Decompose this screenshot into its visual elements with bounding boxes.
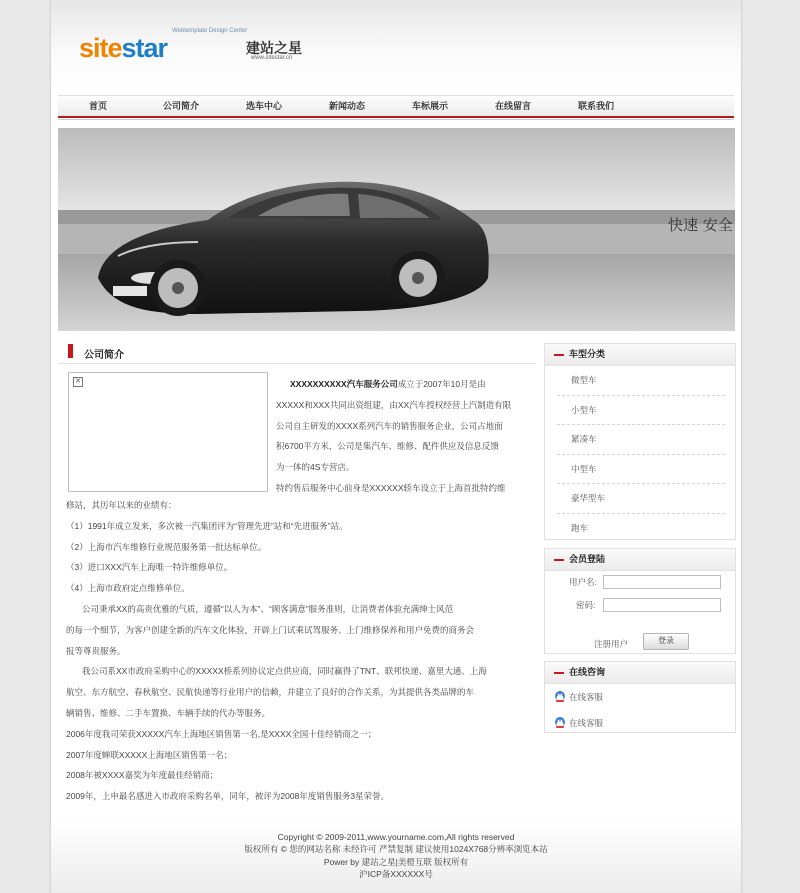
- intro-line-2: XXXXX和XXX共同出资组建，由XX汽车授权经营上汽制造有限: [276, 399, 512, 410]
- page-container: [51, 0, 741, 893]
- category-title: 车型分类: [569, 349, 606, 359]
- nav-divider-grey: [58, 119, 734, 120]
- award-4: 2009年，上申最名感进入市政府采购名单，同年，被评为2008年度销售服务3星荣誉。: [66, 791, 390, 802]
- category-panel: [544, 343, 736, 540]
- banner-slogan: 快速 安全: [668, 216, 733, 234]
- consult-panel: [544, 661, 736, 733]
- category-header: [545, 344, 735, 366]
- footer-icp[interactable]: 沪ICP备XXXXXX号: [359, 868, 433, 879]
- category-item-sports[interactable]: 跑车: [571, 522, 589, 533]
- intro-line-1: 成立于2007年10月是由: [397, 379, 486, 389]
- section-header: [58, 341, 536, 364]
- gov-line-1: 我公司系XX市政府采购中心的XXXXX桥系列协议定点供应商，同时赢得了TNT、联邦快递、嘉里大通、上海: [82, 666, 487, 677]
- section-marker: [68, 344, 73, 358]
- username-label: 用户名:: [569, 577, 597, 587]
- award-2: 2007年度蝉联XXXXX上海地区销售第一名；: [66, 749, 233, 760]
- nav-item-guestbook[interactable]: 在线留言: [495, 101, 532, 111]
- service-line-2: 的每一个细节，为客户创建全新的汽车文化体验，开辟上门试乘试驾服务、上门维修保养和用户免费的商务会: [66, 624, 475, 635]
- login-marker: [554, 559, 564, 561]
- history-item-1: （1）1991年成立发来，多次被一汽集团评为“管理先进”站和“先进服务”站。: [66, 520, 348, 531]
- logo-chinese-name: 建站之星: [246, 40, 302, 56]
- gov-line-3: 辆销售、维修、二手车置换、车辆手续的代办等服务。: [66, 707, 271, 718]
- intro-line-6: 特约售后服务中心前身是XXXXXX轿车设立于上海首批特约维: [276, 482, 506, 493]
- history-block: [66, 495, 526, 807]
- username-input[interactable]: [603, 575, 721, 589]
- logo-part-site: site: [79, 33, 122, 63]
- consult-title: 在线咨询: [569, 667, 606, 677]
- logo-wordmark: [79, 33, 167, 63]
- site-logo[interactable]: [79, 28, 309, 64]
- qq-chat-icon: [553, 716, 567, 729]
- section-title: 公司简介: [84, 350, 124, 361]
- award-3: 2008年被XXXX嘉奖为年度最佳经销商；: [66, 770, 219, 781]
- history-item-2: （2）上海市汽车维修行业规范服务第一批达标单位。: [66, 541, 267, 552]
- category-item-compact[interactable]: 紧凑车: [557, 425, 725, 455]
- login-button[interactable]: 登录: [643, 633, 689, 650]
- history-intro: 修站，其历年以来的业绩有：: [66, 500, 177, 510]
- footer-powered[interactable]: Power by 建站之星|美橙互联 版权所有: [323, 856, 469, 867]
- logo-part-star: star: [121, 33, 168, 63]
- hero-banner: [58, 128, 735, 331]
- nav-item-logos[interactable]: 车标展示: [412, 101, 449, 111]
- nav-item-cars[interactable]: 选车中心: [246, 101, 283, 111]
- intro-line-3: 公司自主研发的XXXX系列汽车的销售服务企业，公司占地面: [276, 420, 503, 431]
- login-panel: [544, 548, 736, 654]
- category-marker: [554, 354, 564, 356]
- main-nav: [58, 95, 734, 116]
- footer: [51, 820, 741, 893]
- nav-item-news[interactable]: 新闻动态: [329, 101, 366, 111]
- category-item-mini[interactable]: 微型车: [557, 366, 725, 396]
- intro-line-4: 积6700平方米，公司是集汽车、维修、配件供应及信息反馈: [276, 441, 499, 452]
- nav-item-contact[interactable]: 联系我们: [578, 101, 615, 111]
- footer-rights: 版权所有 © 您的网站名称 未经许可 严禁复制 建议使用1024X768分辨率浏览本站: [244, 844, 548, 855]
- header: [51, 0, 741, 92]
- logo-tagline: Webtemplate Design Center: [172, 28, 248, 34]
- footer-copyright: Copyright © 2009-2011,www.yourname.com,All rights reserved: [277, 832, 515, 842]
- consult-label-2: 在线客服: [569, 718, 604, 728]
- qq-chat-icon: [553, 690, 567, 703]
- category-item-midsize[interactable]: 中型车: [557, 455, 725, 485]
- nav-item-home[interactable]: 首页: [89, 101, 108, 111]
- intro-company-name: XXXXXXXXXX汽车服务公司: [290, 379, 398, 389]
- nav-divider-red: [58, 116, 734, 118]
- consult-label-1: 在线客服: [569, 692, 604, 702]
- logo-url: www.sitestar.cn: [251, 55, 293, 61]
- register-link[interactable]: 注册用户: [594, 639, 629, 649]
- broken-image-icon: ✕: [73, 377, 83, 387]
- password-input[interactable]: [603, 598, 721, 612]
- intro-text: [276, 374, 526, 499]
- service-line-1: 公司秉承XX的高贵优雅的气质，遵循“以人为本”、“顾客满意”服务准则，让消费者体验充满绅士风范: [82, 603, 454, 614]
- consult-marker: [554, 672, 564, 674]
- award-1: 2006年度我司荣获XXXXX汽车上海地区销售第一名,是XXXX全国十佳经销商之一；: [66, 728, 377, 739]
- service-line-3: 报等尊贵服务。: [66, 645, 126, 656]
- history-item-4: （4）上海市政府定点维修单位。: [66, 583, 190, 594]
- company-image: [68, 372, 268, 492]
- nav-item-about[interactable]: 公司简介: [163, 101, 200, 111]
- consult-header: [545, 662, 735, 684]
- login-title: 会员登陆: [569, 554, 606, 564]
- category-item-luxury[interactable]: 豪华型车: [557, 484, 725, 514]
- hero-car-image: [58, 128, 735, 331]
- password-label: 密码:: [576, 600, 596, 610]
- intro-line-5: 为一体的4S专营店。: [276, 462, 355, 473]
- category-item-small[interactable]: 小型车: [557, 396, 725, 426]
- gov-line-2: 航空、东方航空、春秋航空、民航快递等行业用户的信赖，并建立了良好的合作关系，为其提供各类品牌的车: [66, 687, 475, 698]
- history-item-3: （3）进口XXX汽车上海唯一特许维修单位。: [66, 562, 233, 573]
- login-header: [545, 549, 735, 571]
